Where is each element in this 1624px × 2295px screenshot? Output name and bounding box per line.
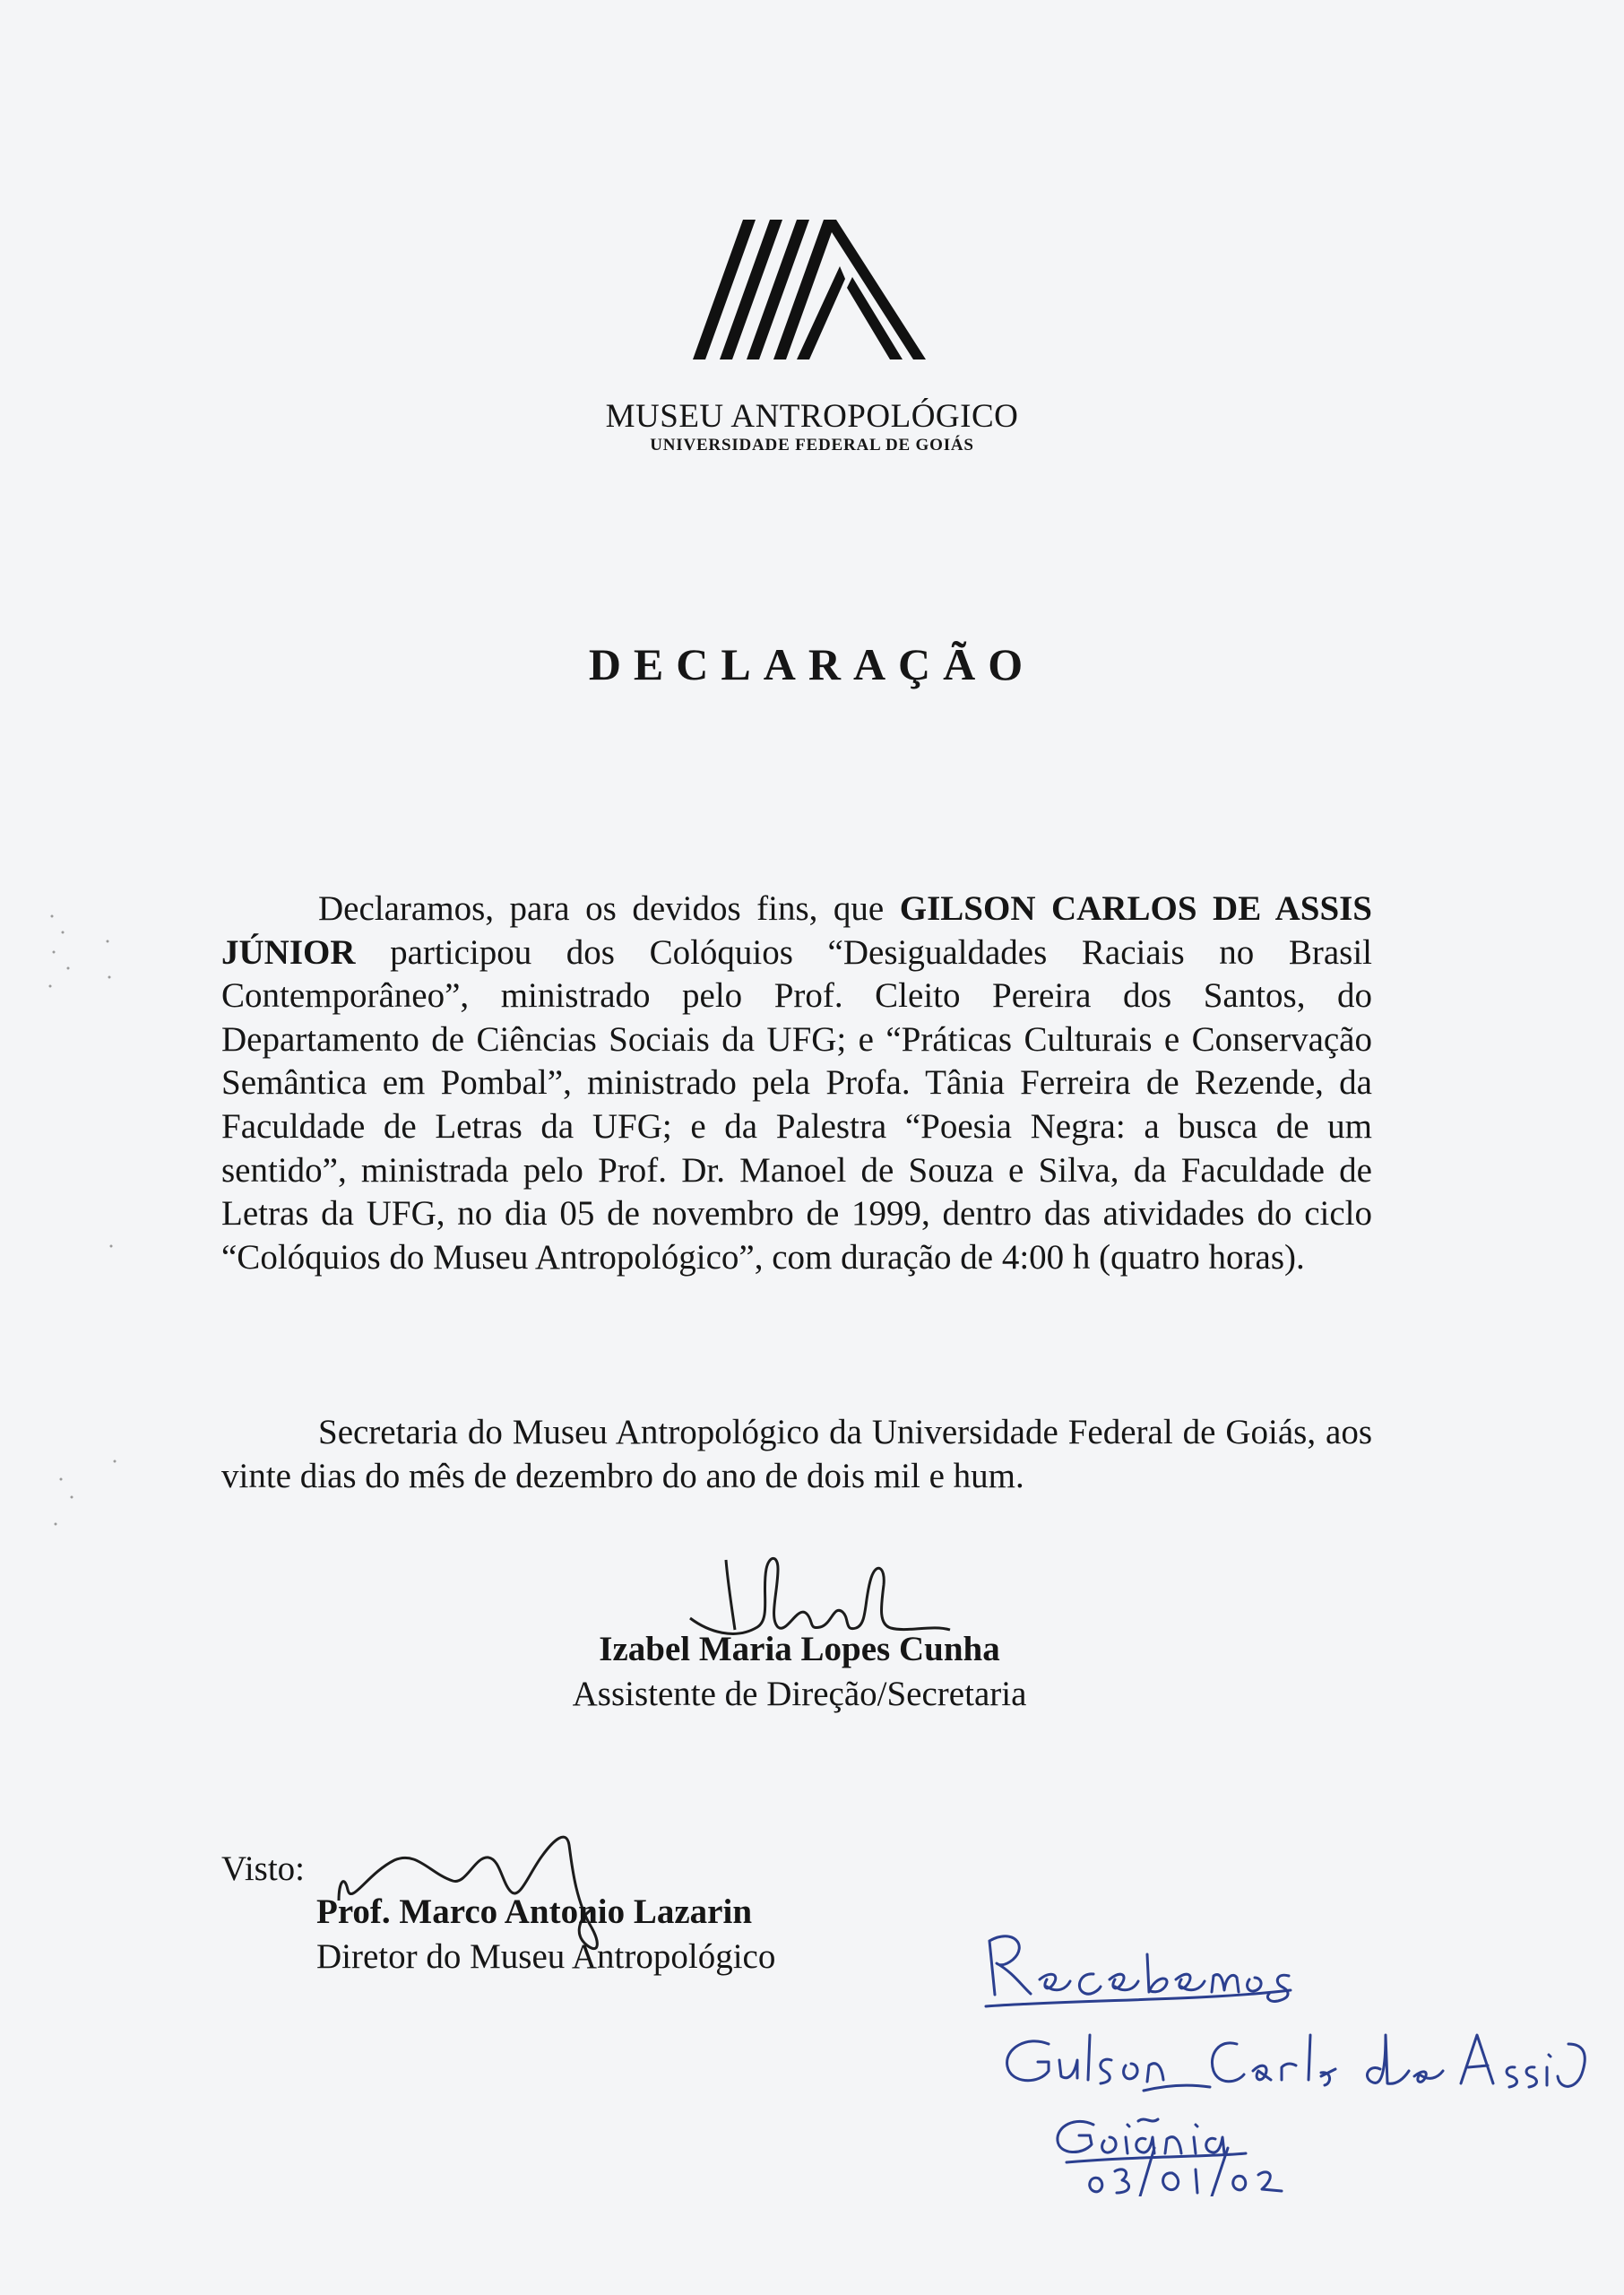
museum-logo <box>693 220 926 359</box>
declaration-paragraph <box>221 888 1372 1279</box>
director-name: Prof. Marco Antonio Lazarin <box>316 1892 753 1931</box>
institution-name: MUSEU ANTROPOLÓGICO <box>605 398 1019 435</box>
issuance-paragraph: Secretaria do Museu Antropológico da Universidade Federal de Goiás, aos vinte dias do mês de dezembro do ano de dois mil e hum. <box>221 1413 1372 1495</box>
document-title: DECLARAÇÃO <box>588 639 1036 689</box>
signatory-name: Izabel Maria Lopes Cunha <box>599 1630 1000 1668</box>
visto-label: Visto: <box>221 1849 306 1888</box>
paragraph-body: participou dos Colóquios “Desigualdades Raciais no Brasil Contemporâneo”, ministrado pelo Prof. Cleito Pereira dos Santos, do Departamento de Ciências Sociais da UFG; e “Práticas Culturais e Conservação Semântica em Pombal”, ministrado pela Profa. Tânia Ferreira de Rezende, da Faculdade de Letras da UFG; e da Palestra “Poesia Negra: a busca de um sentido”, ministrada pelo Prof. Dr. Manoel de Souza e Silva, da Faculdade de Letras da UFG, no dia 05 de novembro de 1999, dentro das atividades do ciclo “Colóquios do Museu Antropológico”, com duração de 4:00 h (quatro horas). <box>221 932 1372 1277</box>
paragraph-intro: Declaramos, para os devidos fins, que <box>318 889 900 928</box>
scan-margin-marks <box>45 905 125 1533</box>
signature-director <box>332 1820 636 1954</box>
handwritten-receipt-note <box>977 1901 1604 2196</box>
university-name: UNIVERSIDADE FEDERAL DE GOIÁS <box>650 436 974 455</box>
director-role: Diretor do Museu Antropológico <box>316 1937 776 1976</box>
participant-name: GILSON CARLOS DE ASSIS JÚNIOR <box>221 889 1372 972</box>
signatory-role: Assistente de Direção/Secretaria <box>572 1675 1027 1713</box>
